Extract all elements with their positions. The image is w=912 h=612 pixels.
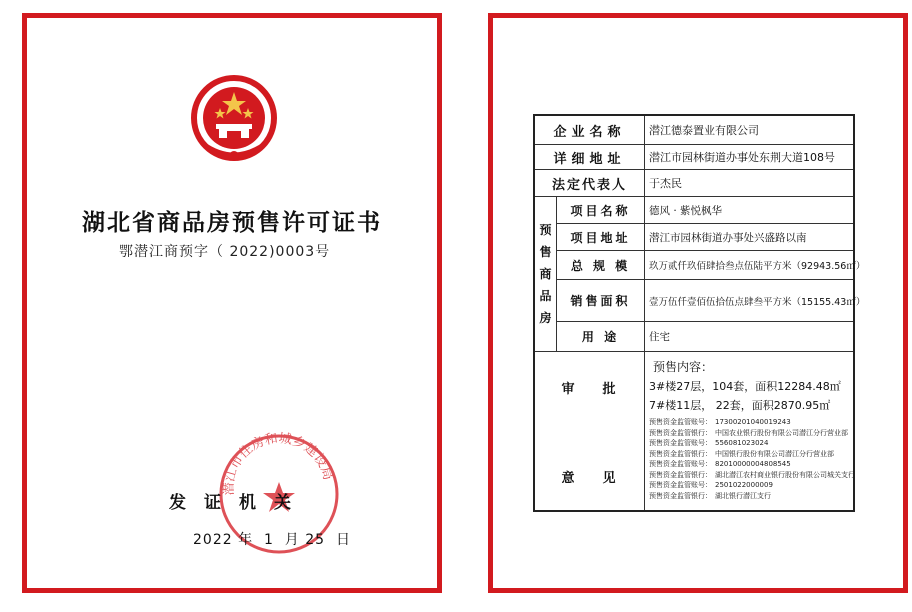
bank-entry: 预售资金监管银行： 湖北潜江农村商业银行股份有限公司城关支行 [649, 470, 855, 479]
bank-entry: 预售资金监管银行： 中国农业银行股份有限公司潜江分行营业部 [649, 428, 848, 437]
permit-number: 鄂潜江商预字（ 2022)0003号 [119, 244, 331, 260]
presale-housing-label [535, 197, 557, 352]
company-name-value: 潜江德泰置业有限公司 [649, 124, 759, 137]
bank-account-list [649, 418, 855, 500]
approval-label-column [535, 352, 645, 510]
table-row-company [535, 116, 853, 145]
usage-label: 用 途 [557, 322, 645, 351]
certificate-title: 湖北省商品房预售许可证书 [82, 210, 382, 236]
table-row-project-address [557, 224, 853, 251]
total-scale-value: 玖万贰仟玖佰肆拾叁点伍陆平方米（92943.56㎡） [649, 261, 866, 272]
table-row-legal-rep [535, 170, 853, 197]
presale-building-line: 7#楼11层， 22套，面积2870.95㎡ [649, 399, 831, 412]
address-value: 潜江市园林街道办事处东荆大道108号 [649, 151, 835, 164]
issue-date: 2022 年 1 月 25 日 [193, 532, 351, 548]
address-label: 详细地址 [535, 145, 645, 169]
table-row-project-name [557, 197, 853, 224]
presale-label-char: 售 [539, 245, 552, 259]
table-row-total-scale [557, 251, 866, 280]
opinion-label: 意见 [561, 471, 644, 486]
presale-label-char: 品 [539, 289, 552, 303]
approval-section [535, 352, 853, 510]
national-emblem-icon [189, 74, 279, 166]
total-scale-label: 总 规 模 [557, 251, 645, 279]
bank-entry: 预售资金监管银行： 湖北银行潜江支行 [649, 491, 771, 500]
project-address-label: 项目地址 [557, 224, 645, 250]
issuing-authority-label: 发证机关 [169, 493, 309, 513]
svg-text:潜江市住房和城乡建设局: 潜江市住房和城乡建设局 [221, 431, 336, 496]
sales-area-value: 壹万伍仟壹佰伍拾伍点肆叁平方米（15155.43㎡） [649, 296, 866, 308]
permit-info-table [533, 114, 866, 512]
project-name-value: 德风 · 紫悦枫华 [649, 204, 723, 217]
bank-entry: 预售资金监管账号： 82010000004808545 [649, 460, 791, 468]
presale-label-char: 预 [539, 223, 552, 237]
approval-content [649, 358, 855, 500]
certificate-detail-page [488, 13, 908, 593]
presale-label-char: 房 [539, 311, 552, 325]
bank-entry: 预售资金监管银行： 中国银行股份有限公司潜江分行营业部 [649, 449, 834, 458]
presale-label-char: 商 [539, 267, 552, 281]
project-name-label: 项目名称 [557, 197, 645, 223]
table-row-usage [557, 322, 853, 352]
bank-entry: 预售资金监管账号： 2501022000009 [649, 481, 773, 489]
approval-label: 审批 [561, 382, 644, 397]
legal-rep-label: 法定代表人 [535, 170, 645, 196]
usage-value: 住宅 [649, 331, 670, 343]
table-row-sales-area [557, 280, 866, 322]
table-row-address [535, 145, 853, 170]
presale-content-heading: 预售内容： [653, 360, 714, 374]
bank-entry: 预售资金监管账号： 556081023024 [649, 439, 769, 447]
project-address-value: 潜江市园林街道办事处兴盛路以南 [649, 231, 807, 244]
sales-area-label: 销售面积 [557, 280, 645, 321]
certificate-cover-page [22, 13, 442, 593]
bank-entry: 预售资金监管账号： 17300201040019243 [649, 418, 791, 426]
presale-building-line: 3#楼27层，104套，面积12284.48㎡ [649, 380, 841, 393]
company-name-label: 企业名称 [535, 116, 645, 144]
legal-rep-value: 于杰民 [649, 177, 682, 190]
